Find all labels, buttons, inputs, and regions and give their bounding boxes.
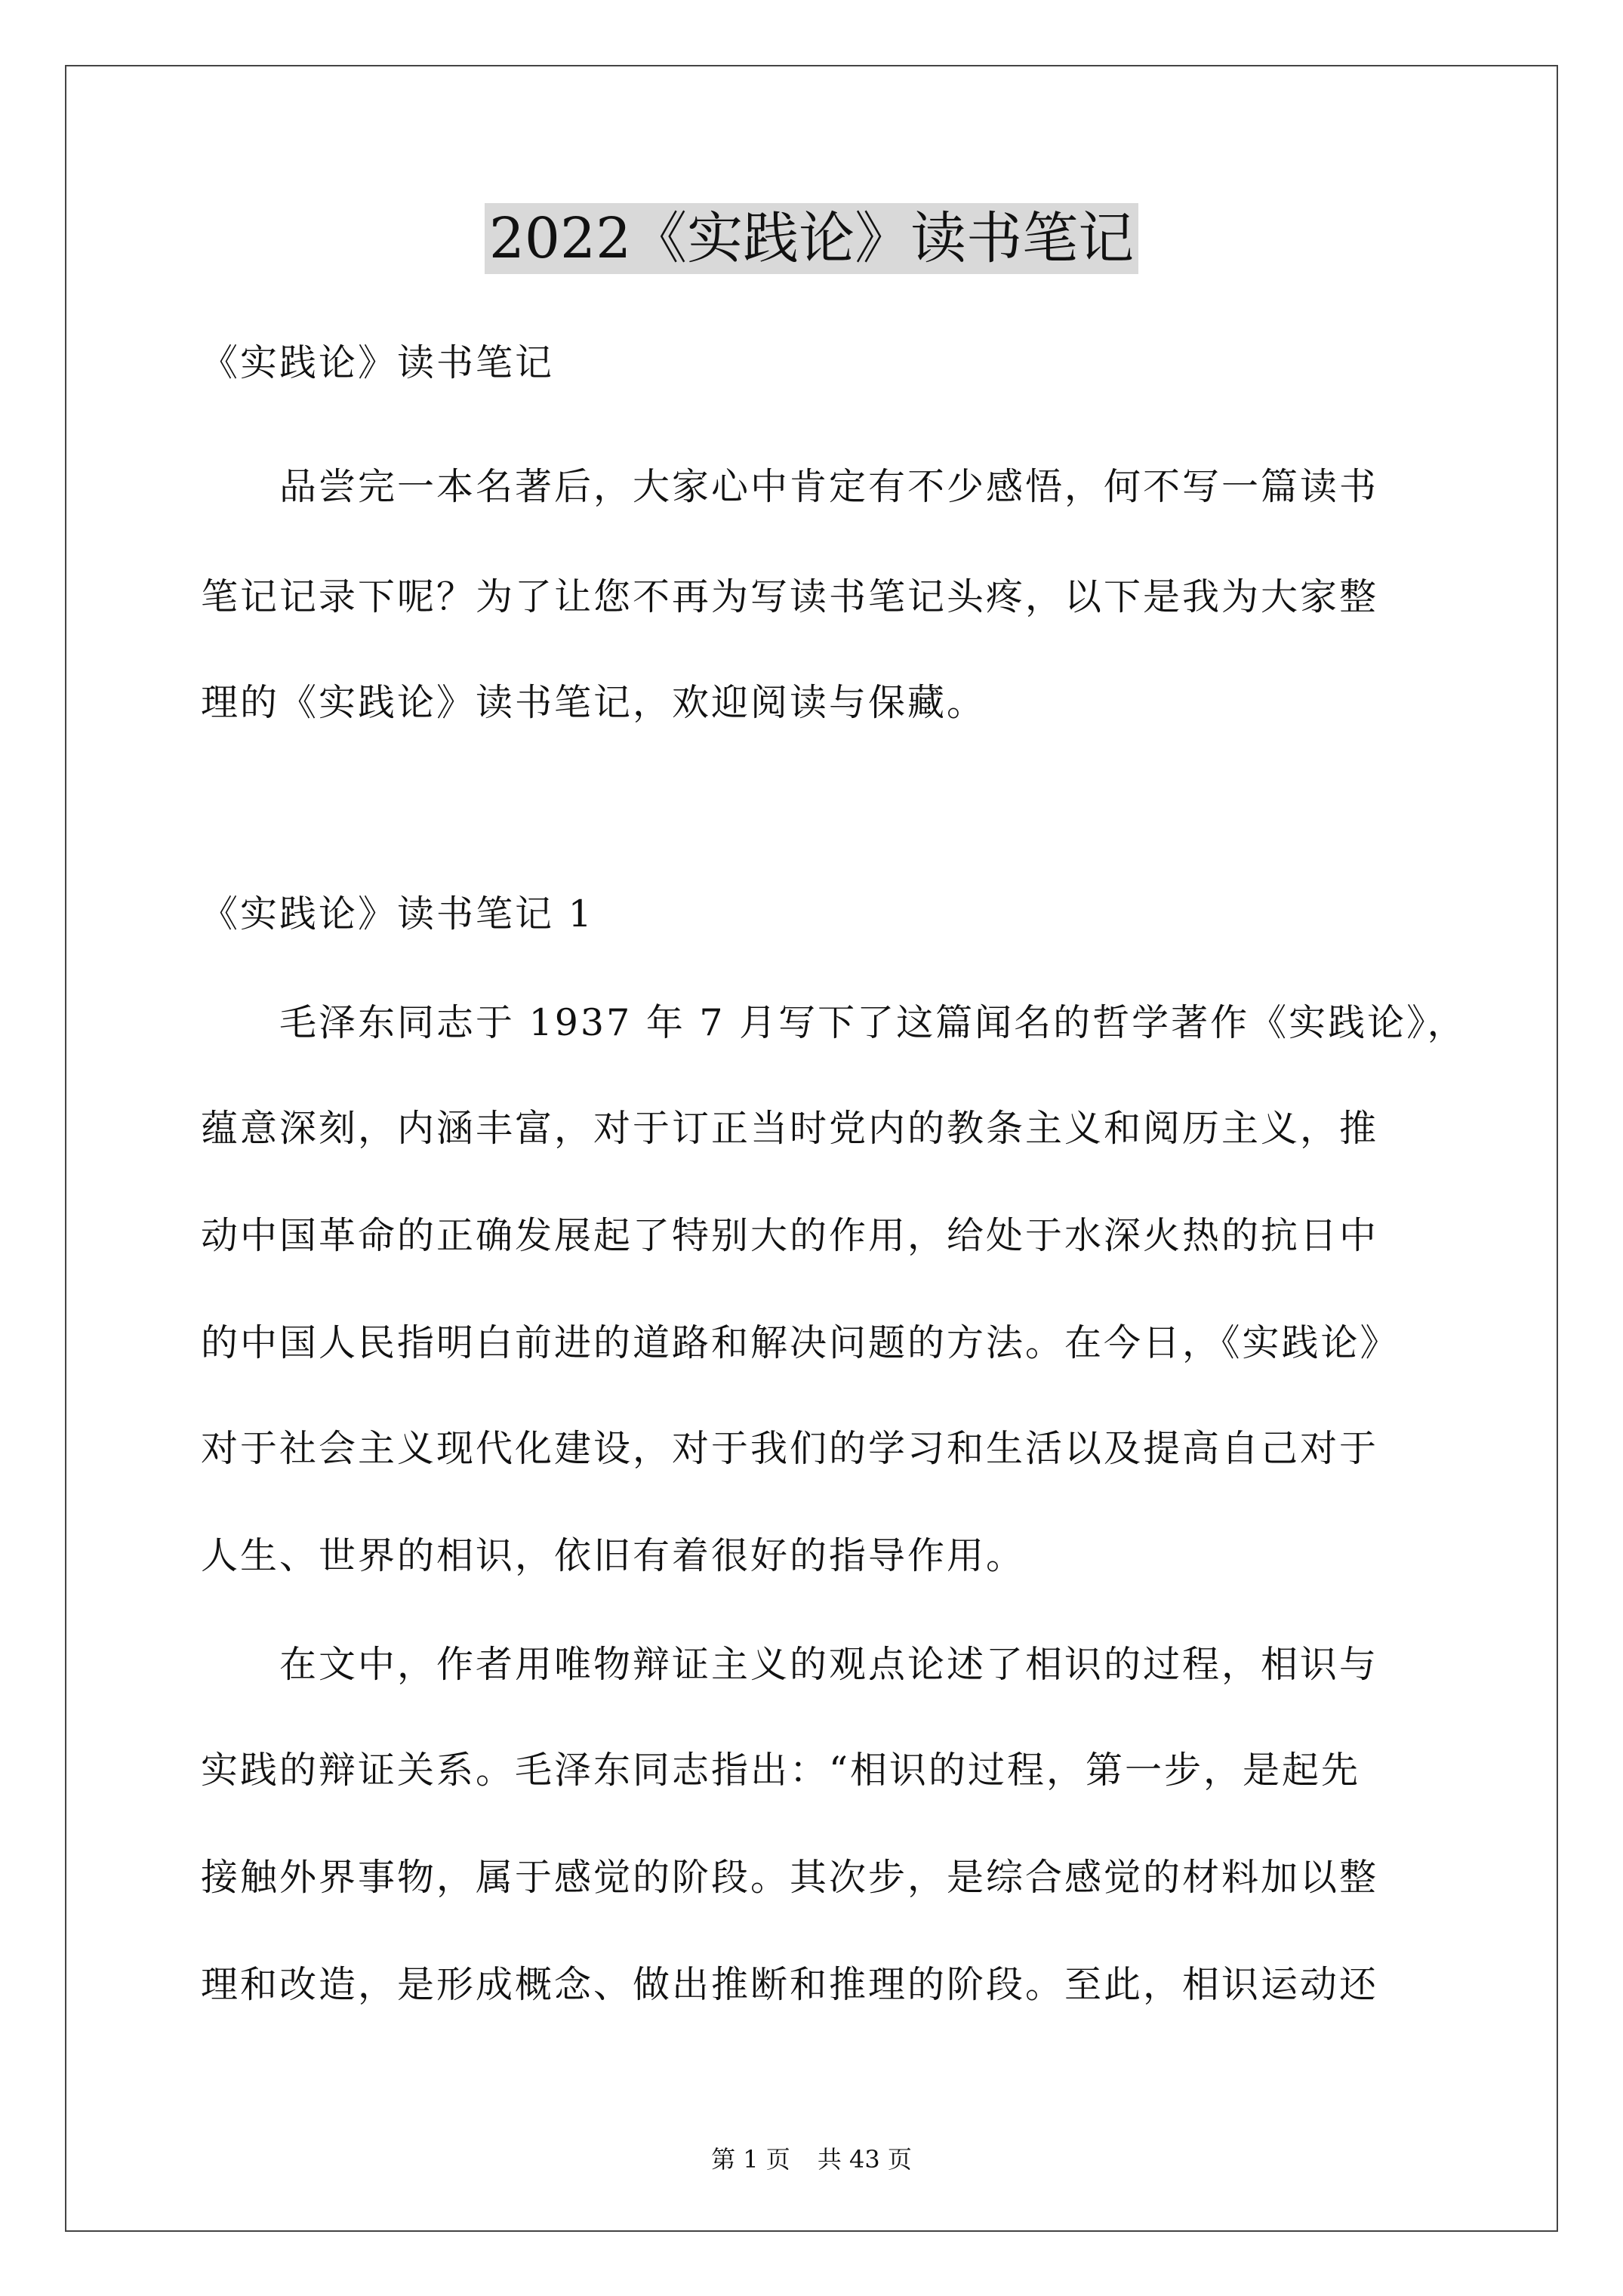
document-title: [0, 201, 1623, 276]
paragraph-line: 对于社会主义现代化建设，对于我们的学习和生活以及提高自己对于: [201, 1427, 1379, 1470]
paragraph-line: 笔记记录下呢？为了让您不再为写读书笔记头疼，以下是我为大家整: [201, 575, 1379, 618]
paragraph-line: 人生、世界的相识，依旧有着很好的指导作用。: [201, 1534, 1026, 1577]
paragraph-line: 理和改造，是形成概念、做出推断和推理的阶段。至此，相识运动还: [201, 1963, 1379, 2006]
paragraph-line: 蕴意深刻，内涵丰富，对于订正当时党内的教条主义和阅历主义，推: [201, 1107, 1379, 1150]
paragraph-line: 理的《实践论》读书笔记，欢迎阅读与保藏。: [201, 681, 987, 724]
paragraph-line: 实践的辩证关系。毛泽东同志指出：“相识的过程，第一步，是起先: [201, 1749, 1361, 1792]
page-footer: [0, 2143, 1623, 2176]
page-total: 共 43 页: [817, 2145, 912, 2174]
paragraph-line: 动中国革命的正确发展起了特别大的作用，给处于水深火热的抗日中: [201, 1214, 1379, 1257]
paragraph-line: 的中国人民指明白前进的道路和解决问题的方法。在今日，《实践论》: [201, 1321, 1400, 1364]
paragraph-line: 在文中，作者用唯物辩证主义的观点论述了相识的过程，相识与: [279, 1643, 1379, 1686]
paragraph-line: 品尝完一本名著后，大家心中肯定有不少感悟，何不写一篇读书: [279, 465, 1379, 508]
document-title-text: 2022《实践论》读书笔记: [485, 203, 1138, 274]
page-number: 第 1 页: [711, 2145, 790, 2174]
section-heading: 《实践论》读书笔记 1: [201, 892, 594, 935]
paragraph-line: 毛泽东同志于 1937 年 7 月写下了这篇闻名的哲学著作《实践论》，: [279, 1001, 1467, 1044]
section-heading: 《实践论》读书笔记: [201, 341, 555, 384]
paragraph-line: 接触外界事物，属于感觉的阶段。其次步，是综合感觉的材料加以整: [201, 1856, 1379, 1899]
